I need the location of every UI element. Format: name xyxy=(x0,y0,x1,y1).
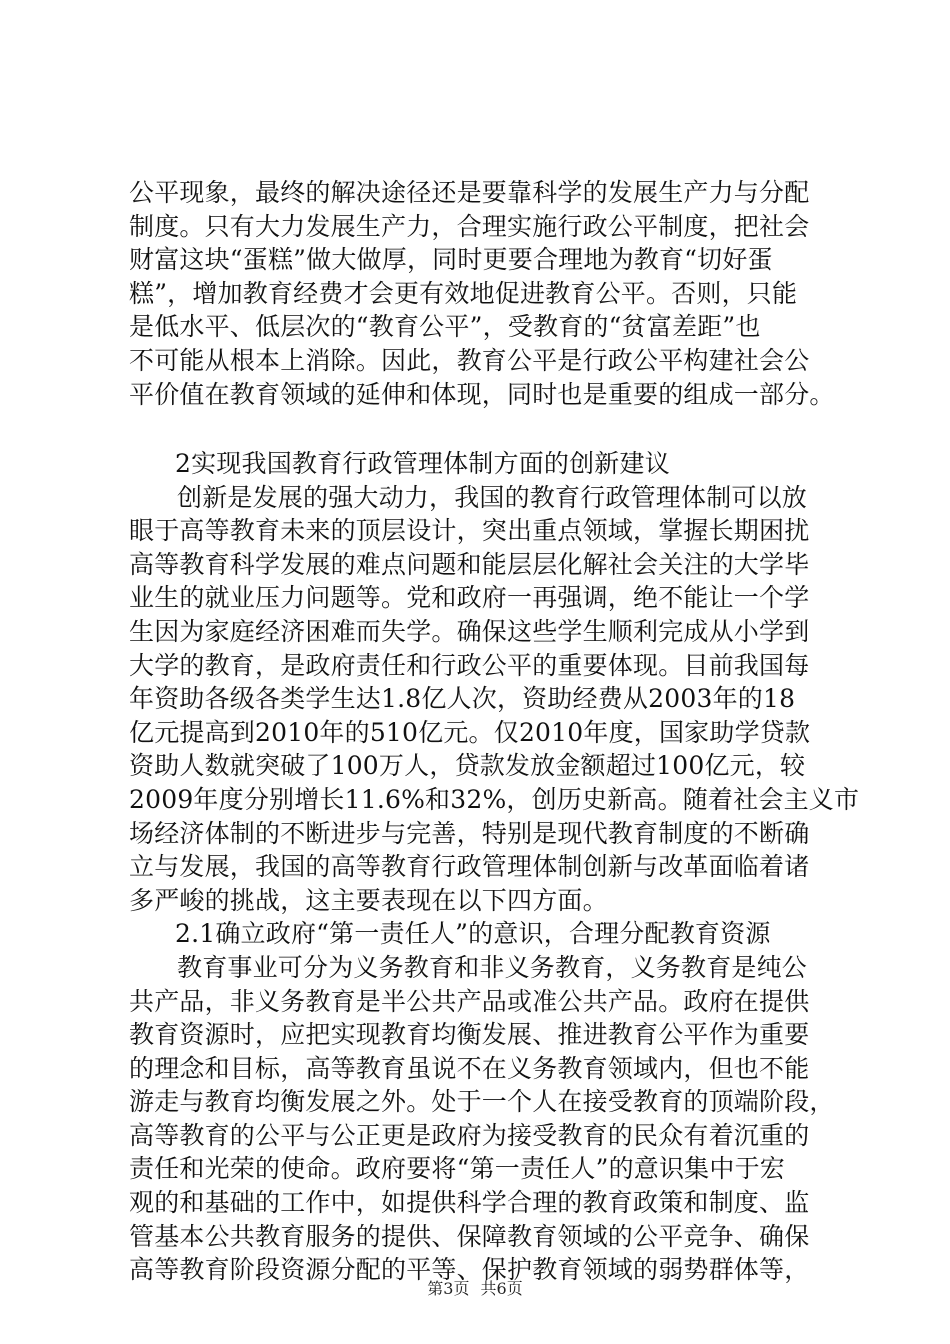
text-line: 立与发展，我国的高等教育行政管理体制创新与改革面临着诸 xyxy=(129,852,810,882)
text-line: 管基本公共教育服务的提供、保障教育领域的公平竞争、确保 xyxy=(129,1221,810,1251)
text-line: 责任和光荣的使命。政府要将“第一责任人”的意识集中于宏 xyxy=(129,1154,785,1184)
text-line: 不可能从根本上消除。因此，教育公平是行政公平构建社会公 xyxy=(129,345,810,375)
text-line: 年资助各级各类学生达1.8亿人次，资助经费从2003年的18 xyxy=(129,684,796,714)
section-heading-2: 2实现我国教育行政管理体制方面的创新建议 xyxy=(175,449,670,478)
text-line: 多严峻的挑战，这主要表现在以下四方面。 xyxy=(129,885,608,915)
text-line: 是低水平、低层次的“教育公平”，受教育的“贫富差距”也 xyxy=(129,312,761,342)
text-line: 眼于高等教育未来的顶层设计，突出重点领域，掌握长期困扰 xyxy=(129,516,810,546)
text-line: 资助人数就突破了100万人，贷款发放金额超过100亿元，较 xyxy=(129,751,806,781)
section-heading-2-1: 2.1确立政府“第一责任人”的意识，合理分配教育资源 xyxy=(175,919,771,949)
page-total: 共6页 xyxy=(480,1279,523,1298)
text-line: 共产品，非义务教育是半公共产品或准公共产品。政府在提供 xyxy=(129,986,810,1016)
text-line: 教育事业可分为义务教育和非义务教育，义务教育是纯公 xyxy=(177,952,808,982)
text-line: 生因为家庭经济困难而失学。确保这些学生顺利完成从小学到 xyxy=(129,616,810,646)
text-line: 2009年度分别增长11.6%和32%，创历史新高。随着社会主义市 xyxy=(129,784,860,814)
section-2 xyxy=(129,447,860,1287)
text-line: 游走与教育均衡发展之外。处于一个人在接受教育的顶端阶段， xyxy=(129,1087,835,1117)
text-line: 教育资源时，应把实现教育均衡发展、推进教育公平作为重要 xyxy=(129,1020,810,1050)
text-line: 亿元提高到2010年的510亿元。仅2010年度，国家助学贷款 xyxy=(129,717,811,747)
text-line: 高等教育阶段资源分配的平等、保护教育领域的弱势群体等， xyxy=(129,1255,810,1285)
text-line: 高等教育的公平与公正更是政府为接受教育的民众有着沉重的 xyxy=(129,1120,810,1150)
text-line: 场经济体制的不断进步与完善，特别是现代教育制度的不断确 xyxy=(129,818,810,848)
text-line: 大学的教育，是政府责任和行政公平的重要体现。目前我国每 xyxy=(129,650,810,680)
text-line: 观的和基础的工作中，如提供科学合理的教育政策和制度、监 xyxy=(129,1188,810,1218)
page-number: 第3页 xyxy=(427,1279,470,1298)
text-line: 业生的就业压力问题等。党和政府一再强调，绝不能让一个学 xyxy=(129,583,810,613)
text-line: 财富这块“蛋糕”做大做厚，同时更要合理地为教育“切好蛋 xyxy=(129,245,773,275)
text-line: 糕”，增加教育经费才会更有效地促进教育公平。否则，只能 xyxy=(129,278,798,308)
paragraph-1 xyxy=(129,176,835,411)
text-line: 制度。只有大力发展生产力，合理实施行政公平制度，把社会 xyxy=(129,211,810,241)
text-line: 平价值在教育领域的延伸和体现，同时也是重要的组成一部分。 xyxy=(129,379,835,409)
text-line: 的理念和目标，高等教育虽说不在义务教育领域内，但也不能 xyxy=(129,1053,810,1083)
text-line: 高等教育科学发展的难点问题和能层层化解社会关注的大学毕 xyxy=(129,549,810,579)
text-line: 公平现象，最终的解决途径还是要靠科学的发展生产力与分配 xyxy=(129,178,810,207)
text-line: 创新是发展的强大动力，我国的教育行政管理体制可以放 xyxy=(177,482,808,512)
page-footer xyxy=(0,1279,950,1299)
